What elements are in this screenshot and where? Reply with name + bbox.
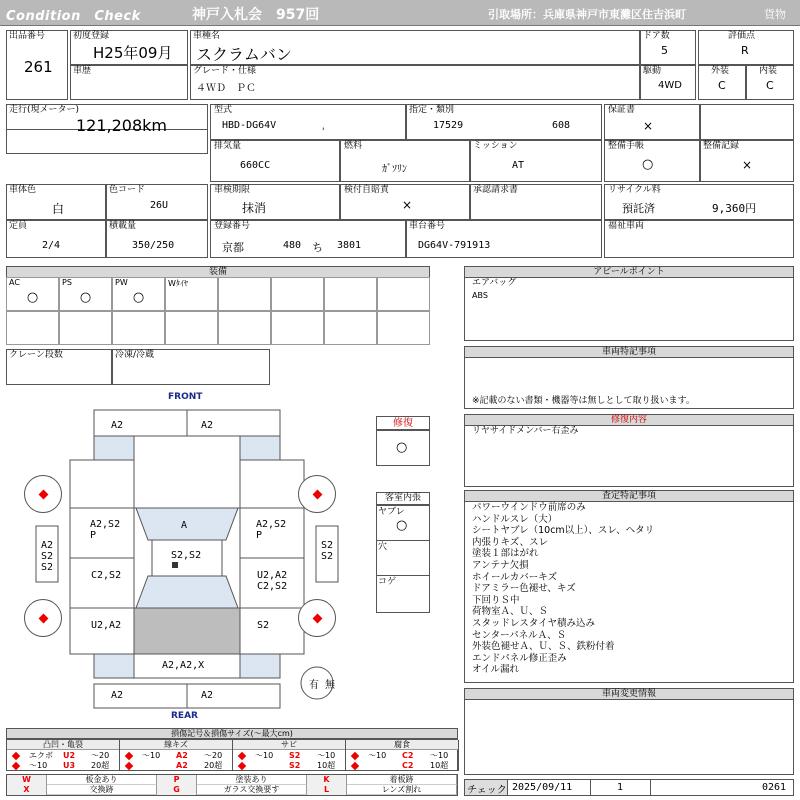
legend-mark-value: 板金あり <box>47 775 157 785</box>
legend-diamond-icon <box>238 752 246 760</box>
fuel: ｶﾞｿﾘﾝ <box>382 164 407 175</box>
legend-size: 20超 <box>204 761 223 770</box>
voucher-label: 検付自賠責 <box>344 185 390 195</box>
welfare-label: 福祉車両 <box>608 221 645 231</box>
inspection-notes-list <box>472 502 792 676</box>
legend-diamond-icon <box>238 762 246 770</box>
legend-code: S2 <box>289 751 301 760</box>
part-right-rear: S2 <box>257 620 270 631</box>
spare-yes: 有 <box>309 680 319 691</box>
check-code: 0261 <box>762 782 787 793</box>
exterior-label: 外装 <box>711 66 730 76</box>
model: HBD-DG64V <box>222 120 277 131</box>
legend-group-name: 腐食 <box>346 740 459 750</box>
legend-mark-value: 着板跡 <box>347 775 457 785</box>
crane-label: クレーン段数 <box>9 350 63 360</box>
score: R <box>741 44 749 57</box>
chassis: DG64V-791913 <box>418 240 491 251</box>
mileage: 121,208km <box>76 116 168 135</box>
inspection-notes-title: 査定特記事項 <box>464 490 794 502</box>
inspection-note: 内張りキズ、スレ <box>472 536 549 548</box>
part-right-mid: U2,A2 C2,S2 <box>257 570 288 592</box>
legend-diamond-icon <box>125 762 133 770</box>
part-left-rear: U2,A2 <box>91 620 122 631</box>
drive-label: 駆動 <box>643 66 662 76</box>
rear-label: REAR <box>171 711 198 721</box>
inspection-label: 車検期限 <box>214 185 251 195</box>
vehicle-name: スクラムバン <box>196 45 292 64</box>
repair-box-title: 修復 <box>376 416 430 430</box>
cabin-hole-label: 穴 <box>378 542 388 552</box>
inspection-note: エンドパネル修正歪み <box>472 652 567 664</box>
body-color-label: 車体色 <box>9 185 37 195</box>
tire-front-left-icon <box>24 475 62 513</box>
recycle-status: 預託済 <box>622 202 655 215</box>
appeal-title: アピールポイント <box>464 266 794 278</box>
legend-group-name: 線キズ <box>120 740 233 750</box>
load: 350/250 <box>132 240 175 251</box>
inspection-note: スタッドレスタイヤ積み込み <box>472 617 596 629</box>
legend-size: ～20 <box>204 751 223 760</box>
model-mark: ' <box>322 127 325 137</box>
part-left-side: A2 S2 S2 <box>41 540 54 573</box>
mileage-label: 走行(現メーター) <box>9 105 80 115</box>
tire-front-right-icon <box>298 475 336 513</box>
model-label: 型式 <box>214 105 233 115</box>
first-reg-label: 初度登録 <box>73 31 110 41</box>
equipment-title: 装備 <box>6 266 430 278</box>
inspection-note: ホイールカバーキズ <box>472 571 558 583</box>
first-reg: H25年09月 <box>93 44 173 62</box>
inspection-note: 塗装１部はがれ <box>472 548 539 560</box>
repair-content-title: 修復内容 <box>464 414 794 426</box>
part-left-front-door: A2,S2 P <box>90 519 121 541</box>
legend-group-name: 凸凹・亀裂 <box>7 740 120 750</box>
equipment-label: AC <box>9 278 20 287</box>
legend-size: ～10 <box>317 751 336 760</box>
legend-diamond-icon <box>351 762 359 770</box>
category-label: 貨物 <box>764 8 786 21</box>
legend-mark-key: X <box>7 785 47 795</box>
warranty: × <box>643 119 654 133</box>
legend-code: A2 <box>176 751 188 760</box>
interior-label: 内装 <box>759 66 778 76</box>
special-note: ※記載のない書類・機器等は無しとして取り扱います。 <box>472 396 695 406</box>
freezer-label: 冷凍/冷蔵 <box>115 350 155 360</box>
equipment-value: ○ <box>79 290 92 305</box>
legend-mark-value: レンズ割れ <box>347 785 457 795</box>
warranty-label: 保証書 <box>608 105 636 115</box>
cabin-tear-value: ○ <box>396 518 408 533</box>
legend-mark-key: G <box>157 785 197 795</box>
auction-name: 神戸入札会 957回 <box>192 7 320 23</box>
part-tail: A2,A2,X <box>162 660 205 671</box>
legend-diamond-icon <box>12 752 20 760</box>
equipment-value: ○ <box>26 290 39 305</box>
legend-size: ～10 <box>430 751 449 760</box>
type-a: 17529 <box>433 120 464 131</box>
inspection-note: パワーウインドウ前席のみ <box>472 502 586 513</box>
body-color: 白 <box>52 202 65 216</box>
part-front-left: A2 <box>111 420 124 431</box>
capacity: 2/4 <box>42 240 61 251</box>
check-num: 1 <box>617 782 624 793</box>
inspection-note: センターパネルＡ、Ｓ <box>472 629 567 641</box>
tire-rear-right-icon <box>298 599 336 637</box>
recycle-label: リサイクル料 <box>608 185 661 195</box>
part-front-right: A2 <box>201 420 214 431</box>
front-label: FRONT <box>168 392 203 402</box>
equipment-label: PW <box>115 278 128 287</box>
legend-size: ～20 <box>91 751 110 760</box>
maint-rec: × <box>742 158 753 172</box>
type-b: 608 <box>552 120 571 131</box>
inspection-note: シートヤブレ（10cm以上）、スレ、ヘタリ <box>472 525 655 537</box>
legend-size: 10超 <box>430 761 449 770</box>
header-title: Condition Check <box>6 9 141 24</box>
equipment-value: ○ <box>132 290 145 305</box>
type-label: 指定・類別 <box>409 105 455 115</box>
legend-code: C2 <box>402 761 414 770</box>
legend-sub: ～10 <box>29 761 48 770</box>
equipment-label: PS <box>62 278 72 287</box>
inspection-note: ドアミラー色褪せ、キズ <box>472 583 576 595</box>
score-label: 評価点 <box>728 31 756 41</box>
pickup-location: 引取場所：兵庫県神戸市東灘区住吉浜町 <box>488 8 686 21</box>
color-code-label: 色コード <box>109 185 146 195</box>
part-rear-right: A2 <box>201 690 214 701</box>
reg-area: 京都 <box>222 241 244 254</box>
cabin-title: 客室内張 <box>376 492 430 505</box>
load-label: 積載量 <box>109 221 137 231</box>
reg-number: 3801 <box>337 240 362 251</box>
legend-divider <box>458 740 459 771</box>
check-date: 2025/09/11 <box>512 782 573 793</box>
fuel-label: 燃料 <box>344 141 363 151</box>
inspection-note: 荷物室Ａ、Ｕ、Ｓ <box>472 606 549 618</box>
approval-label: 承認請求書 <box>473 185 519 195</box>
change-info-title: 車両変更情報 <box>464 688 794 700</box>
repair-box-value: ○ <box>396 440 408 455</box>
reg-label: 登録番号 <box>214 221 251 231</box>
seat-icon <box>172 562 178 568</box>
mission: AT <box>512 160 525 171</box>
inspection-note: 下回りＳ中 <box>472 594 520 606</box>
equipment-label: Wﾀｲﾔ <box>168 279 188 288</box>
legend-symbol: ～10 <box>142 751 161 760</box>
cabin-burn-label: コゲ <box>378 577 397 587</box>
maint-book: ○ <box>642 157 654 172</box>
drive: 4WD <box>658 80 682 91</box>
spare-no: 無 <box>325 680 335 691</box>
legend-code: S2 <box>289 761 301 770</box>
legend-mark-value: ガラス交換要す <box>197 785 307 795</box>
legend-symbol: ～10 <box>368 751 387 760</box>
name-label: 車種名 <box>193 31 221 41</box>
displacement-label: 排気量 <box>214 141 242 151</box>
doors-label: ドア数 <box>643 31 670 41</box>
reg-kana: ち <box>312 241 323 254</box>
legend-symbol: エクボ <box>29 751 53 760</box>
inspection-note: オイル漏れ <box>472 664 520 676</box>
reg-class: 480 <box>283 240 302 251</box>
legend-code: C2 <box>402 751 414 760</box>
legend-mark-key: K <box>307 775 347 785</box>
legend-code: A2 <box>176 761 188 770</box>
appeal-line: エアバッグ <box>472 278 517 288</box>
capacity-label: 定員 <box>9 221 28 231</box>
part-right-side: S2 S2 <box>321 540 334 562</box>
part-rear-left: A2 <box>111 690 124 701</box>
part-hood: A <box>181 520 188 531</box>
special-title: 車両特記事項 <box>464 346 794 358</box>
inspection-note: ハンドルスレ（大） <box>472 513 558 525</box>
part-roof: S2,S2 <box>171 550 202 561</box>
legend-diamond-icon <box>125 752 133 760</box>
grade-label: グレード・仕様 <box>193 66 257 76</box>
legend-code: U3 <box>63 761 76 770</box>
chassis-label: 車台番号 <box>409 221 446 231</box>
legend-diamond-icon <box>351 752 359 760</box>
legend-size: 20超 <box>91 761 110 770</box>
displacement: 660CC <box>240 160 271 171</box>
mission-label: ミッション <box>473 141 518 151</box>
history-label: 車歴 <box>73 66 92 76</box>
inspection-note: 外装色褪せＡ、Ｕ、Ｓ、鉄粉付着 <box>472 641 615 653</box>
part-left-mid: C2,S2 <box>91 570 122 581</box>
interior: C <box>766 79 774 92</box>
repair-content-text: リヤサイドメンバー右歪み <box>472 426 579 436</box>
legend-diamond-icon <box>12 762 20 770</box>
legend-mark-key: L <box>307 785 347 795</box>
recycle-fee: 9,360円 <box>712 202 757 215</box>
part-right-front-door: A2,S2 P <box>256 519 287 541</box>
check-label: チェック <box>467 785 507 796</box>
legend-group-name: サビ <box>233 740 346 750</box>
legend-grid <box>6 739 458 771</box>
grade: ４ＷＤ ＰＣ <box>196 83 256 94</box>
maint-book-label: 整備手帳 <box>608 141 645 151</box>
legend-marks <box>6 774 458 796</box>
exterior: C <box>718 79 726 92</box>
legend-mark-value: 交換跡 <box>47 785 157 795</box>
legend-mark-key: P <box>157 775 197 785</box>
color-code: 26U <box>150 200 169 211</box>
maint-rec-label: 整備記録 <box>703 141 740 151</box>
legend-size: 10超 <box>317 761 336 770</box>
inspection: 抹消 <box>242 201 267 215</box>
tire-rear-left-icon <box>24 599 62 637</box>
legend-mark-value: 塗装あり <box>197 775 307 785</box>
legend-title: 損傷記号＆損傷サイズ(～最大cm) <box>6 728 458 739</box>
inspection-note: アンテナ欠損 <box>472 559 529 571</box>
legend-symbol: ～10 <box>255 751 274 760</box>
legend-code: U2 <box>63 751 76 760</box>
legend-mark-key: W <box>7 775 47 785</box>
doors: 5 <box>661 44 668 57</box>
voucher: × <box>402 198 413 212</box>
lot-label: 出品番号 <box>9 31 46 41</box>
appeal-line: ABS <box>472 291 488 300</box>
cabin-tear-label: ヤブレ <box>378 507 405 517</box>
lot-number: 261 <box>24 58 53 76</box>
